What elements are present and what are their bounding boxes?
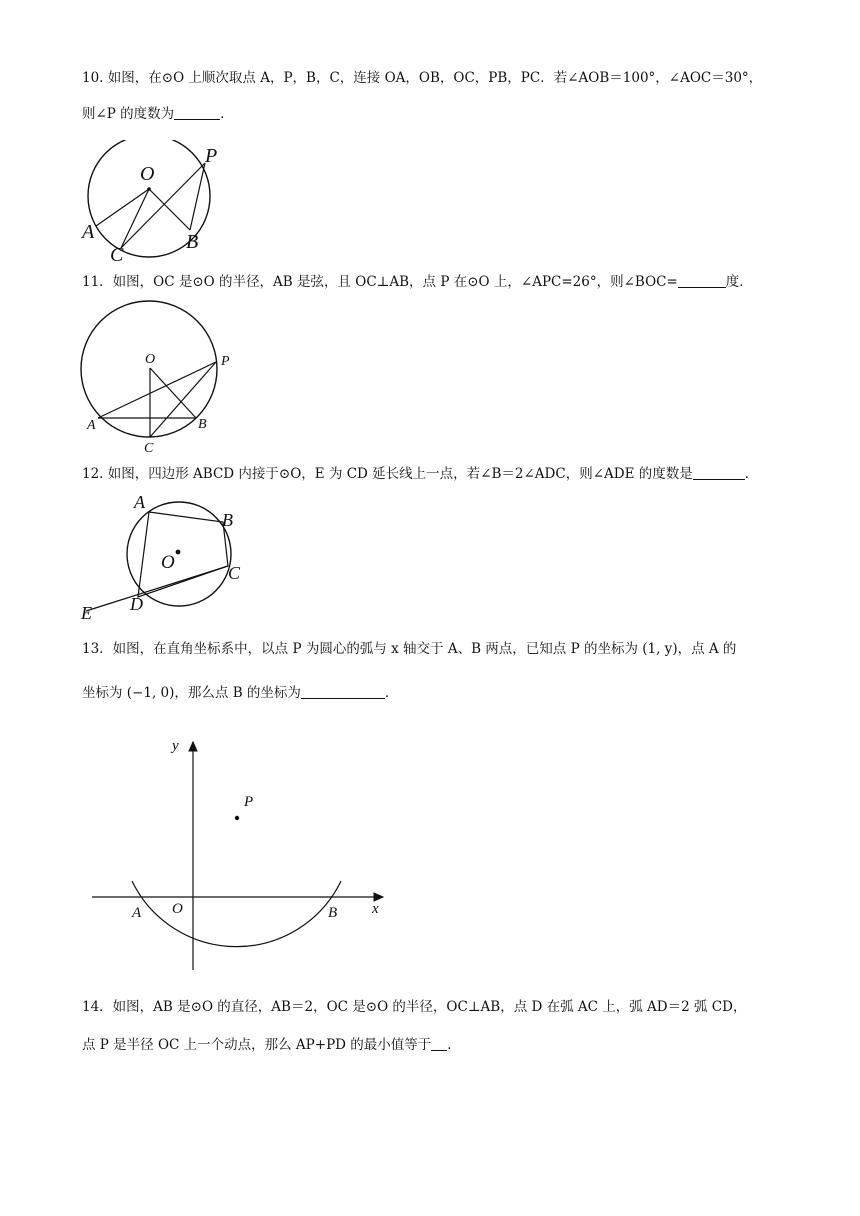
figure-q12	[78, 490, 258, 620]
question-13-tail: ．	[384, 685, 399, 701]
label-A: A	[87, 418, 96, 433]
question-12	[82, 456, 782, 492]
label-O: O	[172, 901, 183, 917]
label-A: A	[82, 221, 95, 243]
label-D: D	[130, 594, 143, 614]
answer-blank-10	[174, 105, 220, 120]
answer-blank-11	[678, 273, 726, 288]
question-13-line-2-text: 坐标为 (−1, 0)，那么点 B 的坐标为	[82, 685, 301, 701]
question-14-tail: ．	[447, 1037, 461, 1053]
label-O: O	[140, 163, 155, 185]
answer-blank-14	[431, 1036, 447, 1051]
question-13-line-2	[82, 674, 782, 712]
question-14-line-2	[82, 1026, 782, 1064]
label-O: O	[145, 352, 156, 367]
label-O: O	[161, 552, 175, 573]
label-B: B	[186, 231, 199, 253]
label-C: C	[110, 244, 124, 262]
figure-q11	[78, 298, 238, 458]
question-10-line-2-text: 则∠P 的度数为	[82, 106, 175, 122]
label-P: P	[244, 794, 254, 810]
question-10-line-2	[82, 96, 782, 132]
label-x: x	[372, 901, 379, 917]
figure-q13	[90, 730, 400, 975]
label-P: P	[205, 145, 218, 167]
question-10-tail: ．	[220, 106, 234, 122]
answer-blank-13	[301, 684, 385, 699]
question-13-line-1: 13．如图，在直角坐标系中，以点 P 为圆心的弧与 x 轴交于 A、B 两点，已知点 P 的坐标为 (1, y)，点 A 的	[82, 641, 737, 657]
question-14	[82, 988, 782, 1064]
label-B: B	[198, 417, 207, 432]
label-E: E	[81, 603, 92, 620]
question-11-tail: 度．	[725, 274, 753, 290]
answer-blank-12	[693, 465, 745, 480]
label-C: C	[144, 441, 154, 456]
question-10	[82, 60, 782, 132]
label-B: B	[222, 510, 233, 530]
question-11-line-1	[82, 264, 782, 300]
label-A: A	[132, 905, 142, 921]
question-14-line-1: 14．如图，AB 是⊙O 的直径，AB＝2，OC 是⊙O 的半径，OC⊥AB，点 D 在弧 AC 上，弧 AD＝2 弧 CD，	[82, 999, 747, 1015]
question-12-tail: ．	[744, 466, 759, 482]
label-A: A	[134, 492, 145, 512]
question-11-line-1-text: 11．如图，OC 是⊙O 的半径，AB 是弦，且 OC⊥AB，点 P 在⊙O 上，∠APC=26°，则∠BOC=	[82, 274, 678, 290]
question-10-line-1: 10. 如图，在⊙O 上顺次取点 A，P，B，C，连接 OA，OB，OC，PB，PC．若∠AOB＝100°，∠AOC＝30°，	[82, 70, 763, 86]
question-13	[82, 630, 782, 712]
label-C: C	[228, 563, 241, 583]
question-12-line-1	[82, 456, 782, 492]
question-14-line-2-text: 点 P 是半径 OC 上一个动点，那么 AP+PD 的最小值等于	[82, 1037, 432, 1053]
label-B: B	[328, 905, 338, 921]
label-P: P	[221, 354, 230, 369]
question-12-line-1-text: 12. 如图，四边形 ABCD 内接于⊙O，E 为 CD 延长线上一点，若∠B＝2∠ADC，则∠ADE 的度数是	[82, 466, 693, 482]
figure-q10	[78, 140, 228, 262]
question-11	[82, 264, 782, 300]
label-y: y	[172, 738, 179, 754]
